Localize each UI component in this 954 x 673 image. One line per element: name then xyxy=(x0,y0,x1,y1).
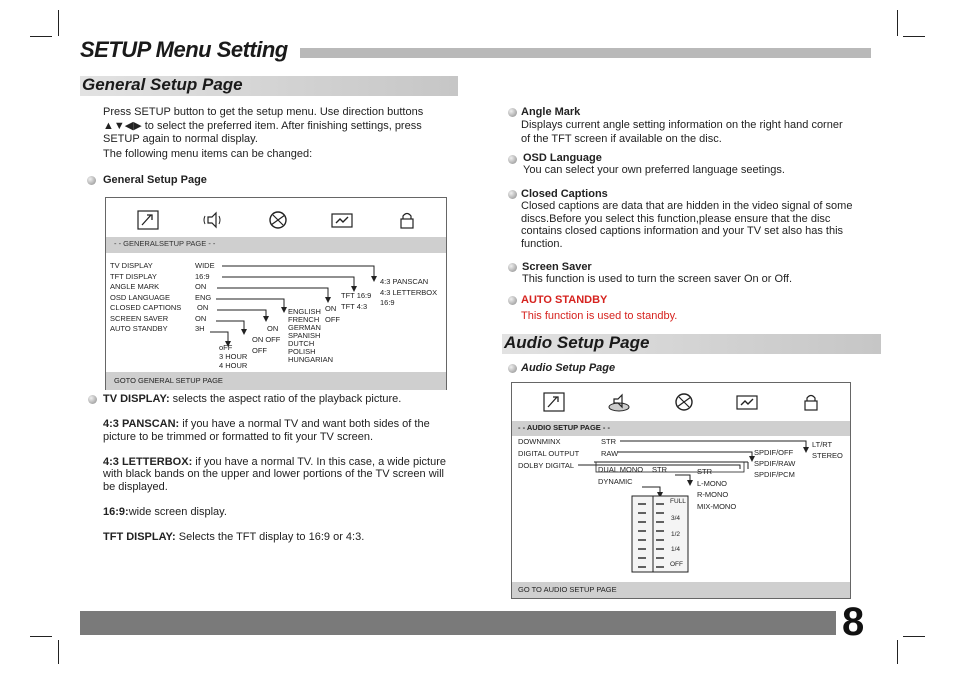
menu-footer[interactable]: GOTO GENERAL SETUP PAGE xyxy=(114,376,223,385)
term: 4:3 PANSCAN: xyxy=(103,418,180,430)
crop-mark xyxy=(58,640,59,664)
option[interactable]: L-MONO xyxy=(697,478,727,488)
menu-item[interactable]: DOLBY DIGITAL xyxy=(518,461,574,470)
angle-title: Angle Mark xyxy=(521,106,581,118)
definition: wide screen display. xyxy=(128,505,227,518)
option[interactable]: OFF xyxy=(325,314,340,324)
output-options xyxy=(754,447,795,480)
crop-mark xyxy=(30,636,52,637)
intro-line: Press SETUP button to get the setup menu. Use direction buttons xyxy=(103,106,424,118)
dynamic-level[interactable]: FULL xyxy=(670,498,686,505)
option[interactable]: GERMAN xyxy=(288,323,321,332)
menu-item[interactable]: OSD LANGUAGE xyxy=(110,292,171,302)
crop-mark xyxy=(903,636,925,637)
page-title: SETUP Menu Setting xyxy=(80,37,288,62)
option[interactable]: ON xyxy=(267,324,279,333)
general-diagram-label: General Setup Page xyxy=(103,174,207,186)
option[interactable]: DUTCH xyxy=(288,339,315,348)
option[interactable]: ON OFF xyxy=(252,335,281,344)
menu-item[interactable]: DIGITAL OUTPUT xyxy=(518,449,580,458)
standby-options xyxy=(219,343,247,370)
option[interactable]: 16:9 xyxy=(380,298,395,307)
option[interactable]: TFT 16:9 xyxy=(341,291,372,300)
option[interactable]: 4:3 LETTERBOX xyxy=(380,287,438,297)
crop-mark xyxy=(30,36,52,37)
menu-item[interactable]: DOWNMINX xyxy=(518,437,561,446)
osd-title: OSD Language xyxy=(523,152,602,164)
cc-text xyxy=(521,200,901,250)
option[interactable]: oFF xyxy=(219,343,233,352)
menu-title: - - AUDIO SETUP PAGE - - xyxy=(518,423,610,432)
crop-mark xyxy=(903,36,925,37)
dolby-item[interactable]: DYNAMIC xyxy=(598,477,633,486)
general-intro xyxy=(103,106,483,161)
angle-text xyxy=(521,119,901,146)
tft-options xyxy=(341,291,371,312)
general-description xyxy=(103,393,483,543)
option[interactable]: HUNGARIAN xyxy=(288,355,334,364)
option[interactable]: SPDIF/RAW xyxy=(754,459,796,468)
bullet-icon xyxy=(87,176,96,185)
bullet-icon xyxy=(508,108,517,117)
cc-title: Closed Captions xyxy=(521,188,608,200)
menu-item[interactable]: TV DISPLAY xyxy=(110,261,153,270)
option[interactable]: LT/RT xyxy=(812,440,833,449)
menu-value: RAW xyxy=(601,449,619,458)
option[interactable]: SPDIF/OFF xyxy=(754,448,794,457)
menu-value: 16:9 xyxy=(195,271,210,281)
bullet-icon xyxy=(508,263,517,272)
saver-text: This function is used to turn the screen saver On or Off. xyxy=(522,273,793,285)
text-line: contains closed captions information and your TV set also has this xyxy=(521,225,844,238)
general-heading-text: General Setup Page xyxy=(82,75,243,94)
downmix-options xyxy=(812,439,843,461)
option[interactable]: 4 HOUR xyxy=(219,361,248,370)
text-line: of the TFT screen if available on the disc. xyxy=(521,132,722,145)
language-options xyxy=(288,308,333,364)
tv-options xyxy=(380,277,437,309)
bullet-icon xyxy=(508,190,517,199)
dynamic-level[interactable]: OFF xyxy=(670,561,683,568)
option[interactable]: OFF xyxy=(252,346,267,355)
definition: selects the aspect ratio of the playback picture. xyxy=(169,393,402,405)
menu-value: ENG xyxy=(195,292,212,302)
option[interactable]: R-MONO xyxy=(697,490,729,499)
osd-text: You can select your own preferred language seetings. xyxy=(523,164,785,176)
menu-value: STR xyxy=(601,437,616,446)
option[interactable]: SPDIF/PCM xyxy=(754,470,795,479)
menu-item[interactable]: AUTO STANDBY xyxy=(110,324,168,333)
title-rule xyxy=(300,48,871,58)
option[interactable]: STR xyxy=(697,467,712,476)
term: 16:9: xyxy=(103,505,129,518)
option[interactable]: MIX-MONO xyxy=(697,501,737,511)
dynamic-level[interactable]: 1/2 xyxy=(671,531,681,538)
menu-value: WIDE xyxy=(195,261,215,270)
option[interactable]: TFT 4:3 xyxy=(341,301,368,311)
crop-mark xyxy=(897,640,898,664)
menu-item[interactable]: TFT DISPLAY xyxy=(110,271,157,281)
option[interactable]: STEREO xyxy=(812,451,843,460)
menu-value: 3H xyxy=(195,324,205,333)
menu-footer[interactable]: GO TO AUDIO SETUP PAGE xyxy=(518,585,617,594)
bullet-icon xyxy=(88,395,97,404)
option[interactable]: POLISH xyxy=(288,347,316,356)
term: 4:3 LETTERBOX: xyxy=(103,455,193,468)
menu-item[interactable]: CLOSED CAPTIONS xyxy=(110,303,182,312)
audio-setup-screen xyxy=(511,382,851,599)
term: TV DISPLAY: xyxy=(103,393,170,405)
footer-bar xyxy=(80,611,836,635)
option[interactable]: 3 HOUR xyxy=(219,352,248,361)
intro-line: The following menu items can be changed: xyxy=(103,147,313,160)
mono-options xyxy=(697,466,736,512)
menu-title: - - GENERALSETUP PAGE - - xyxy=(114,239,216,248)
definition: Selects the TFT display to 16:9 or 4:3. xyxy=(175,530,365,543)
crop-mark xyxy=(897,10,898,36)
text-line: function. xyxy=(521,237,563,250)
audio-diagram-label: Audio Setup Page xyxy=(521,362,616,374)
dynamic-level[interactable]: 1/4 xyxy=(671,546,681,553)
menu-item[interactable]: ANGLE MARK xyxy=(110,282,160,291)
menu-item[interactable]: SCREEN SAVER xyxy=(110,313,169,323)
menu-value: ON xyxy=(195,313,207,323)
intro-line: ▲▼◀▶ to select the preferred item. After finishing settings, press xyxy=(103,119,422,132)
audio-heading-text: Audio Setup Page xyxy=(504,333,650,352)
option[interactable]: SPANISH xyxy=(288,331,321,340)
definition: if you have a normal TV. In this case, a wide picture xyxy=(192,455,446,468)
dolby-item[interactable]: DUAL MONO xyxy=(598,465,644,474)
dolby-value: STR xyxy=(652,465,667,474)
text-line: Displays current angle setting information on the right hand corner xyxy=(521,119,843,131)
menu-value: ON xyxy=(195,282,207,291)
option[interactable]: ENGLISH xyxy=(288,307,321,316)
definition: with black bands on the upper and lower portions of the TV screen will xyxy=(103,468,444,480)
general-section-heading xyxy=(80,76,458,96)
definition: be displayed. xyxy=(103,480,168,493)
general-setup-screen xyxy=(105,197,447,390)
standby-text: This function is used to standby. xyxy=(521,310,678,322)
menu-value: ON xyxy=(197,303,209,312)
text-line: Closed captions are data that are hidden in the video signal of some xyxy=(521,200,853,212)
saver-title: Screen Saver xyxy=(522,261,592,273)
intro-line: SETUP again to normal display. xyxy=(103,133,258,145)
option[interactable]: FRENCH xyxy=(288,315,320,324)
bullet-icon xyxy=(508,296,517,305)
standby-title: AUTO STANDBY xyxy=(521,294,608,306)
option[interactable]: ON xyxy=(325,304,337,313)
bullet-icon xyxy=(508,155,517,164)
term: TFT DISPLAY: xyxy=(103,530,176,543)
definition: if you have a normal TV and want both sides of the xyxy=(179,418,430,430)
page-number: 8 xyxy=(842,600,865,644)
definition: picture to be trimmed or formatted to fit your TV screen. xyxy=(103,430,374,443)
audio-section-heading xyxy=(502,334,881,354)
bullet-icon xyxy=(508,364,517,373)
text-line: discs.Before you select this function,please ensure that the disc xyxy=(521,212,831,225)
dynamic-level[interactable]: 3/4 xyxy=(671,515,681,522)
crop-mark xyxy=(58,10,59,36)
option[interactable]: 4:3 PANSCAN xyxy=(380,277,429,286)
